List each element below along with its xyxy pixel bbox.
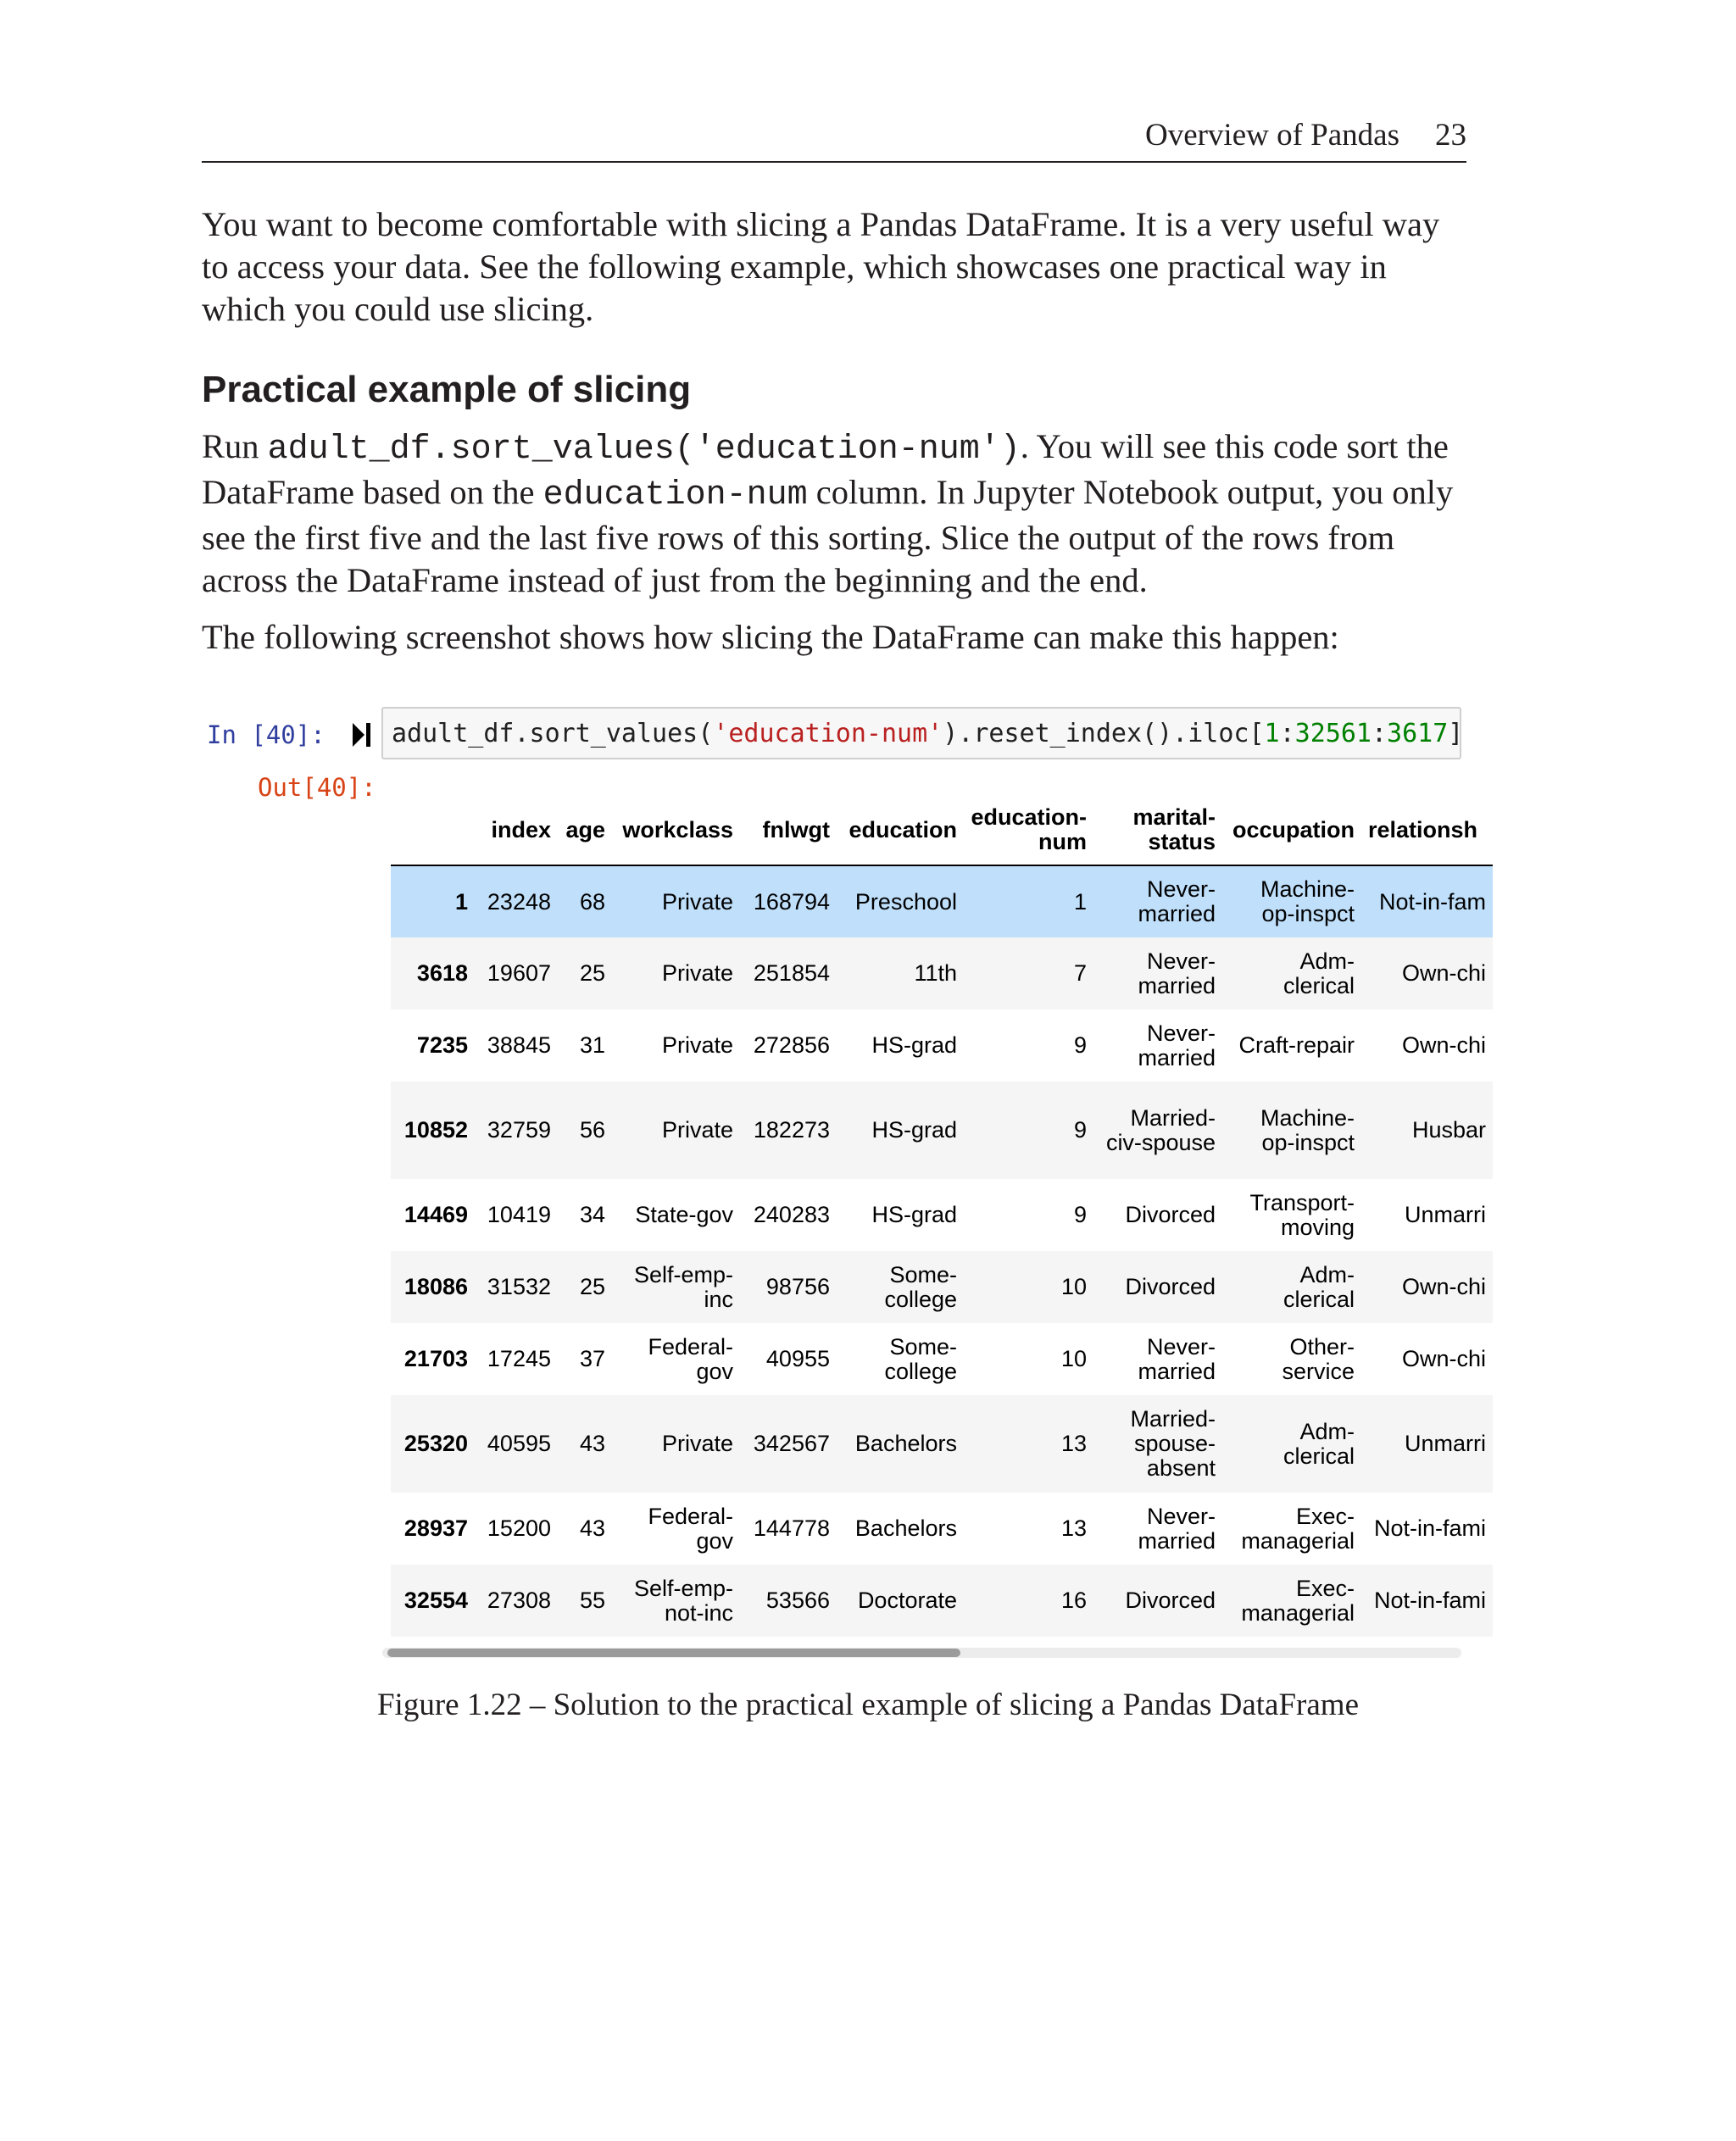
table-cell: 7 (1073, 960, 1087, 986)
input-prompt: In [40]: (207, 720, 326, 749)
table-cell: Not-in-fami (1373, 1515, 1486, 1541)
table-cell: Machine-op-inspct (1260, 876, 1355, 926)
table-cell: Self-emp-not-inc (633, 1575, 733, 1626)
scrollbar-thumb[interactable] (387, 1649, 960, 1657)
table-header (391, 795, 1493, 865)
section-heading: Practical example of slicing (202, 369, 692, 410)
row-index: 10852 (403, 1117, 468, 1143)
table-cell: Private (661, 960, 733, 986)
column-header: relationsh (1361, 795, 1493, 865)
table-cell: 98756 (765, 1274, 830, 1299)
table-cell: 25 (579, 960, 605, 986)
table-cell: 19607 (487, 960, 551, 986)
code-string-literal: 'education-num' (713, 718, 943, 748)
table-cell: 251854 (753, 960, 830, 986)
table-row[interactable] (391, 1395, 1493, 1493)
header-section-title: Overview of Pandas (1144, 117, 1399, 153)
table-cell: Federal-gov (648, 1503, 733, 1554)
table-cell: 10 (1060, 1346, 1087, 1371)
table-body (391, 865, 1493, 1637)
column-header: age (558, 795, 612, 865)
output-prompt: Out[40]: (258, 773, 376, 802)
table-cell: 9 (1073, 1032, 1087, 1058)
table-cell: 9 (1073, 1202, 1087, 1227)
table-cell: Not-in-fami (1373, 1588, 1486, 1613)
table-cell: 43 (579, 1431, 605, 1456)
table-cell: Never-married (1138, 948, 1216, 998)
column-header: index (475, 795, 558, 865)
table-cell: 38845 (487, 1032, 551, 1058)
table-cell: Divorced (1125, 1274, 1216, 1299)
table-cell: 43 (579, 1515, 605, 1541)
table-cell: 23248 (487, 888, 551, 915)
table-cell: 37 (579, 1346, 605, 1371)
dataframe-table (391, 795, 1493, 1637)
code-part-2: ).reset_index().iloc[ (943, 718, 1265, 748)
table-cell: 68 (579, 888, 605, 915)
table-row[interactable] (391, 1323, 1493, 1395)
table-cell: 240283 (753, 1202, 830, 1227)
run-cell-icon[interactable] (351, 721, 371, 748)
table-cell: Craft-repair (1238, 1032, 1355, 1058)
table-cell: 272856 (753, 1032, 830, 1058)
table-cell: 1 (1073, 888, 1087, 915)
table-cell: 25 (579, 1274, 605, 1299)
table-cell: Never-married (1138, 876, 1216, 926)
screenshot-intro: The following screenshot shows how slicing the DataFrame can make this happen: (202, 618, 1339, 656)
table-cell: HS-grad (871, 1032, 957, 1058)
table-cell: Divorced (1125, 1588, 1216, 1613)
table-cell: Doctorate (857, 1588, 957, 1613)
table-cell: Adm-clerical (1283, 948, 1355, 998)
table-cell: Married-spouse-absent (1130, 1406, 1216, 1481)
row-index: 7235 (416, 1032, 468, 1058)
table-cell: Never-married (1138, 1503, 1216, 1554)
table-cell: Own-chi (1401, 1346, 1486, 1371)
table-row[interactable] (391, 1082, 1493, 1179)
table-cell: Other-service (1282, 1333, 1355, 1384)
table-row[interactable] (391, 1179, 1493, 1251)
table-cell: Adm-clerical (1283, 1261, 1355, 1312)
table-cell: 144778 (753, 1515, 830, 1541)
row-index: 14469 (403, 1202, 468, 1227)
inline-code-education-num: education-num (542, 476, 808, 514)
table-cell: 11th (914, 960, 957, 986)
table-cell: 13 (1060, 1431, 1087, 1456)
code-cell-input[interactable] (381, 707, 1464, 759)
table-cell: Own-chi (1401, 1032, 1486, 1058)
row-index: 28937 (403, 1515, 468, 1541)
code-slice-sep-2: : (1371, 718, 1388, 748)
table-cell: Private (661, 1117, 733, 1143)
table-cell: Adm-clerical (1283, 1418, 1355, 1469)
instructions-paragraph (202, 425, 1469, 602)
table-cell: 13 (1060, 1515, 1087, 1541)
table-cell: Unmarri (1404, 1431, 1486, 1456)
column-header: workclass (612, 795, 740, 865)
column-header: education (837, 795, 964, 865)
inline-code-sort-values: adult_df.sort_values('education-num') (267, 431, 1021, 469)
table-cell: Own-chi (1401, 1274, 1486, 1299)
code-slice-sep-1: : (1279, 718, 1295, 748)
table-cell: Self-emp-inc (633, 1261, 733, 1312)
table-cell: 40595 (487, 1431, 551, 1456)
column-header (391, 795, 475, 865)
table-cell: Bachelors (854, 1431, 957, 1456)
table-cell: Exec-managerial (1241, 1575, 1355, 1626)
instructions-text-2: . You will see this code sort the DataFrame based on the (202, 427, 1449, 511)
table-cell: Married-civ-spouse (1105, 1104, 1216, 1155)
row-index: 25320 (403, 1431, 468, 1456)
table-cell: 9 (1073, 1117, 1087, 1143)
table-cell: Unmarri (1404, 1202, 1486, 1227)
table-cell: State-gov (635, 1202, 733, 1227)
table-cell: 27308 (487, 1588, 551, 1613)
table-row[interactable] (391, 865, 1493, 937)
table-cell: 31 (579, 1032, 605, 1058)
column-header: fnlwgt (740, 795, 837, 865)
table-cell: Some-college (884, 1261, 957, 1312)
table-cell: 168794 (753, 888, 830, 915)
row-index: 3618 (416, 960, 468, 986)
table-cell: 10 (1060, 1274, 1087, 1299)
table-cell: Transport-moving (1249, 1189, 1355, 1240)
table-cell: Never-married (1138, 1333, 1216, 1384)
table-cell: 15200 (487, 1515, 551, 1541)
table-cell: Some-college (884, 1333, 957, 1384)
table-row[interactable] (391, 1493, 1493, 1565)
horizontal-scrollbar[interactable] (382, 1648, 1461, 1658)
table-cell: 10419 (487, 1202, 551, 1227)
running-header (202, 112, 1466, 163)
intro-paragraph: You want to become comfortable with slicing a Pandas DataFrame. It is a very useful way to access your data. See the following example, which showcases one practical way in which you could use slicing. (202, 205, 1440, 328)
header-page-number: 23 (1435, 117, 1466, 153)
table-cell: 16 (1060, 1588, 1087, 1613)
table-cell: Own-chi (1401, 960, 1486, 986)
header-row (391, 795, 1493, 865)
table-row[interactable] (391, 937, 1493, 1009)
table-cell: 56 (579, 1117, 605, 1143)
table-cell: Divorced (1125, 1202, 1216, 1227)
table-cell: Preschool (854, 888, 957, 915)
column-header: occupation (1222, 795, 1361, 865)
instructions-text-3: column. In Jupyter Notebook output, you only see the first five and the last five rows of this sorting. Slice the output of the rows from across the DataFrame instead of just from the beginning and the end. (202, 473, 1454, 599)
table-cell: Bachelors (854, 1515, 957, 1541)
table-cell: 31532 (487, 1274, 551, 1299)
table-cell: Exec-managerial (1241, 1503, 1355, 1554)
table-cell: 40955 (765, 1346, 830, 1371)
table-cell: Private (661, 1431, 733, 1456)
table-cell: 55 (579, 1588, 605, 1613)
code-part-1: adult_df.sort_values( (392, 718, 714, 748)
code-slice-step: 3617 (1387, 718, 1449, 748)
row-index: 21703 (403, 1346, 468, 1371)
table-cell: Not-in-fam (1378, 888, 1486, 915)
table-cell: Never-married (1138, 1020, 1216, 1070)
table-row[interactable] (391, 1565, 1493, 1637)
table-cell: HS-grad (871, 1117, 957, 1143)
table-cell: Husbar (1411, 1117, 1486, 1143)
table-cell: Machine-op-inspct (1260, 1104, 1355, 1155)
table-cell: 182273 (753, 1117, 830, 1143)
row-index: 18086 (403, 1274, 468, 1299)
row-index: 32554 (403, 1588, 468, 1613)
table-row[interactable] (391, 1251, 1493, 1323)
column-header: education-num (964, 795, 1093, 865)
table-cell: 34 (579, 1202, 605, 1227)
row-index: 1 (454, 888, 468, 915)
table-row[interactable] (391, 1009, 1493, 1082)
run-text: Run (202, 427, 268, 465)
code-part-3: ] (1448, 718, 1464, 748)
table-cell: 53566 (765, 1588, 830, 1613)
column-header: marital-status (1093, 795, 1222, 865)
code-slice-start: 1 (1264, 718, 1280, 748)
table-cell: 342567 (753, 1431, 830, 1456)
table-cell: 17245 (487, 1346, 551, 1371)
table-cell: Federal-gov (648, 1333, 733, 1384)
code-slice-stop: 32561 (1294, 718, 1372, 748)
table-cell: HS-grad (871, 1202, 957, 1227)
table-cell: 32759 (487, 1117, 551, 1143)
table-cell: Private (661, 1032, 733, 1058)
figure-caption: Figure 1.22 – Solution to the practical example of slicing a Pandas DataFrame (376, 1688, 1360, 1722)
dataframe-output (391, 795, 1486, 1656)
table-cell: Private (661, 888, 733, 915)
